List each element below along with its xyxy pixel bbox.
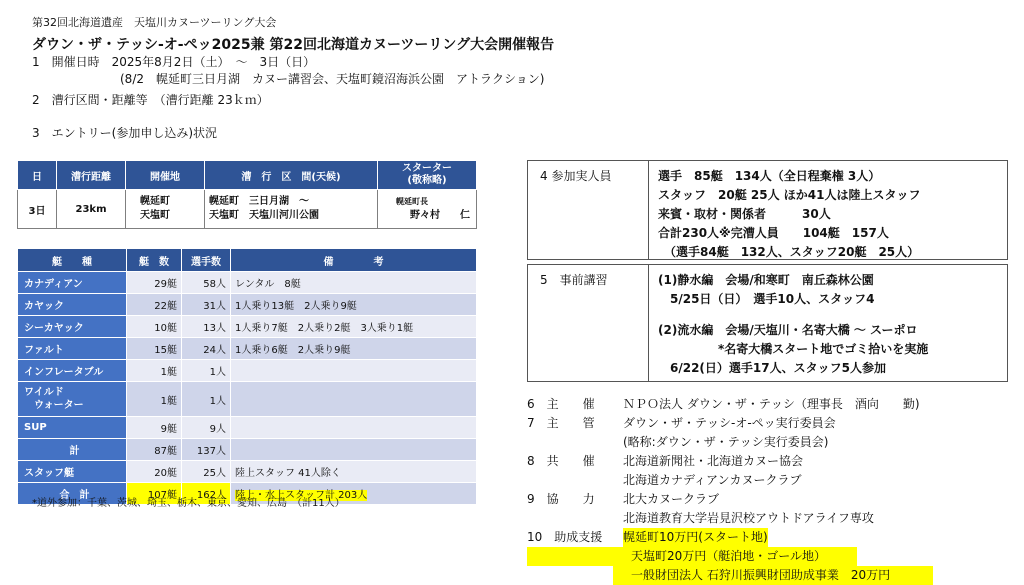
schedule-table [17,160,477,229]
total-count: 107艇 [127,483,182,505]
boat-players: 13人 [182,316,231,338]
lectures-content [658,271,928,378]
organizer-label: 6 主 催 [527,397,595,411]
route-distance: 2 漕行区間・距離等 （漕行距離 23ｋｍ） [32,93,269,107]
venue-goal: 天塩町 [140,210,170,221]
col-day: 日 [18,161,57,190]
boat-remark: 1人乗り6艇 2人乗り9艇 [231,338,477,360]
boat-row [18,360,477,382]
coop-value: 北大カヌークラブ [623,492,720,506]
staff-boat-row [18,461,477,483]
cohost-label: 8 共 催 [527,454,595,468]
participants-line: 来賓・取材・関係者 30人 [658,207,831,221]
total-players: 162人 [182,483,231,505]
col-route: 漕 行 区 間(天候) [205,161,378,190]
schedule-venue [126,190,205,229]
total-remark: 陸上・水上スタッフ計 203人 [235,490,368,501]
coop-label: 9 協 力 [527,492,595,506]
route-goal: 天塩町 天塩川河川公園 [209,210,319,221]
boat-remark [231,417,477,439]
schedule-row [18,190,477,229]
support-value-3: 一般財団法人 石狩川振興財団助成事業 20万円 [631,568,891,582]
support-value-2: 天塩町20万円（艇泊地・ゴール地） [631,549,827,563]
boat-count: 10艇 [127,316,182,338]
schedule-distance: 23km [57,190,126,229]
boat-players: 58人 [182,272,231,294]
starter-name: 野々村 仁 [410,210,470,221]
cohost-value-2: 北海道カナディアンカヌークラブ [623,473,802,487]
venue-start: 幌延町 [140,196,170,207]
lectures-line: 5/25日（日） 選手10人、スタッフ4 [658,292,875,306]
participants-line: （選手84艇 132人、スタッフ20艇 25人） [658,245,920,259]
manager-label: 7 主 管 [527,416,595,430]
boat-count: 29艇 [127,272,182,294]
boat-remark: 1人乗り7艇 2人乗り2艇 3人乗り1艇 [231,316,477,338]
boat-row [18,338,477,360]
lectures-line: (1)静水編 会場/和寒町 南丘森林公園 [658,273,874,287]
col-players: 選手数 [182,249,231,272]
manager-abbrev: (略称:ダウン・ザ・テッシ実行委員会) [623,435,829,449]
starter-title: 幌延町長 [396,197,428,206]
boat-type: ワイルド ウォーター [18,382,127,417]
lectures-line: 6/22(日）選手17人、スタッフ5人参加 [658,361,886,375]
staff-boat-remark: 陸上スタッフ 41人除く [231,461,477,483]
entry-heading: 3 エントリー(参加申し込み)状況 [32,126,217,140]
cohost-value: 北海道新聞社・北海道カヌー協会 [623,454,804,468]
schedule-starter [378,190,477,229]
event-dates-note: (8/2 幌延町三日月湖 カヌー講習会、天塩町鏡沼海浜公園 アトラクション) [120,72,545,86]
boat-remark: 1人乗り13艇 2人乗り9艇 [231,294,477,316]
boat-players: 31人 [182,294,231,316]
boat-row [18,272,477,294]
schedule-route [205,190,378,229]
boat-remark [231,382,477,417]
boat-type: カヤック [18,294,127,316]
subtotal-label: 計 [18,439,127,461]
boat-subtotal-row [18,439,477,461]
col-remarks: 備 考 [231,249,477,272]
schedule-day: 3日 [18,190,57,229]
participants-line: 合計230人※完漕人員 104艇 157人 [658,226,889,240]
boat-count: 1艇 [127,382,182,417]
organizer-value: ＮＰＯ法人 ダウン・ザ・テッシ（理事長 酒向 勤) [623,397,920,411]
boat-remark [231,360,477,382]
out-of-prefecture-note: *道外参加：千葉、茨城、埼玉、栃木、東京、愛知、広島 （計11人） [32,498,345,509]
boat-remark: レンタル 8艇 [231,272,477,294]
participants-line: スタッフ 20艇 25人 ほか41人は陸上スタッフ [658,188,921,202]
staff-boat-count: 20艇 [127,461,182,483]
col-venue: 開催地 [126,161,205,190]
schedule-header-row [18,161,477,190]
lectures-box [527,264,1008,382]
boat-type: シーカヤック [18,316,127,338]
lectures-divider [648,265,649,381]
boat-count: 1艇 [127,360,182,382]
coop-value-2: 北海道教育大学岩見沢校アウトドアライフ専攻 [623,511,874,525]
total-label: 合 計 [18,483,127,505]
boat-count: 9艇 [127,417,182,439]
report-title: ダウン・ザ・テッシ-オ-ペッ2025兼 第22回北海道カヌーツーリング大会開催報告 [32,37,555,53]
participants-label: 4 参加実人員 [540,169,612,183]
boat-type: ファルト [18,338,127,360]
boat-count: 15艇 [127,338,182,360]
col-boat-count: 艇 数 [127,249,182,272]
boat-row [18,316,477,338]
support-label: 10 助成支援 [527,530,603,544]
support-value: 幌延町10万円(スタート地) [623,528,768,547]
staff-boat-players: 25人 [182,461,231,483]
lectures-label: 5 事前講習 [540,273,608,287]
col-boat-type: 艇 種 [18,249,127,272]
boat-row [18,382,477,417]
boat-count: 22艇 [127,294,182,316]
staff-boat-label: スタッフ艇 [18,461,127,483]
boats-header-row [18,249,477,272]
col-distance: 漕行距離 [57,161,126,190]
lectures-spacer [658,309,928,321]
lectures-line: *名寄大橋スタート地でゴミ拾いを実施 [658,342,929,356]
participants-content [658,167,920,262]
event-subtitle: 第32回北海道遺産 天塩川カヌーツーリング大会 [32,16,277,29]
boat-players: 9人 [182,417,231,439]
subtotal-count: 87艇 [127,439,182,461]
boats-table [17,248,477,505]
subtotal-players: 137人 [182,439,231,461]
boat-type: インフレータブル [18,360,127,382]
boat-row [18,294,477,316]
boat-players: 1人 [182,382,231,417]
boat-players: 24人 [182,338,231,360]
col-starter: スターター (敬称略) [378,161,477,190]
participants-box [527,160,1008,260]
lectures-line: (2)流水編 会場/天塩川・名寄大橋 ～ スーポロ [658,323,918,337]
boat-type: SUP [18,417,127,439]
subtotal-remark [231,439,477,461]
boat-players: 1人 [182,360,231,382]
manager-value: ダウン・ザ・テッシ-オ-ペッ実行委員会 [623,416,836,430]
boat-type: カナディアン [18,272,127,294]
route-start: 幌延町 三日月湖 ～ [209,196,309,207]
participants-divider [648,161,649,259]
event-dates: 1 開催日時 2025年8月2日（土） ～ 3日（日） [32,55,316,69]
boat-row [18,417,477,439]
participants-line: 選手 85艇 134人（全日程棄権 3人） [658,169,881,183]
